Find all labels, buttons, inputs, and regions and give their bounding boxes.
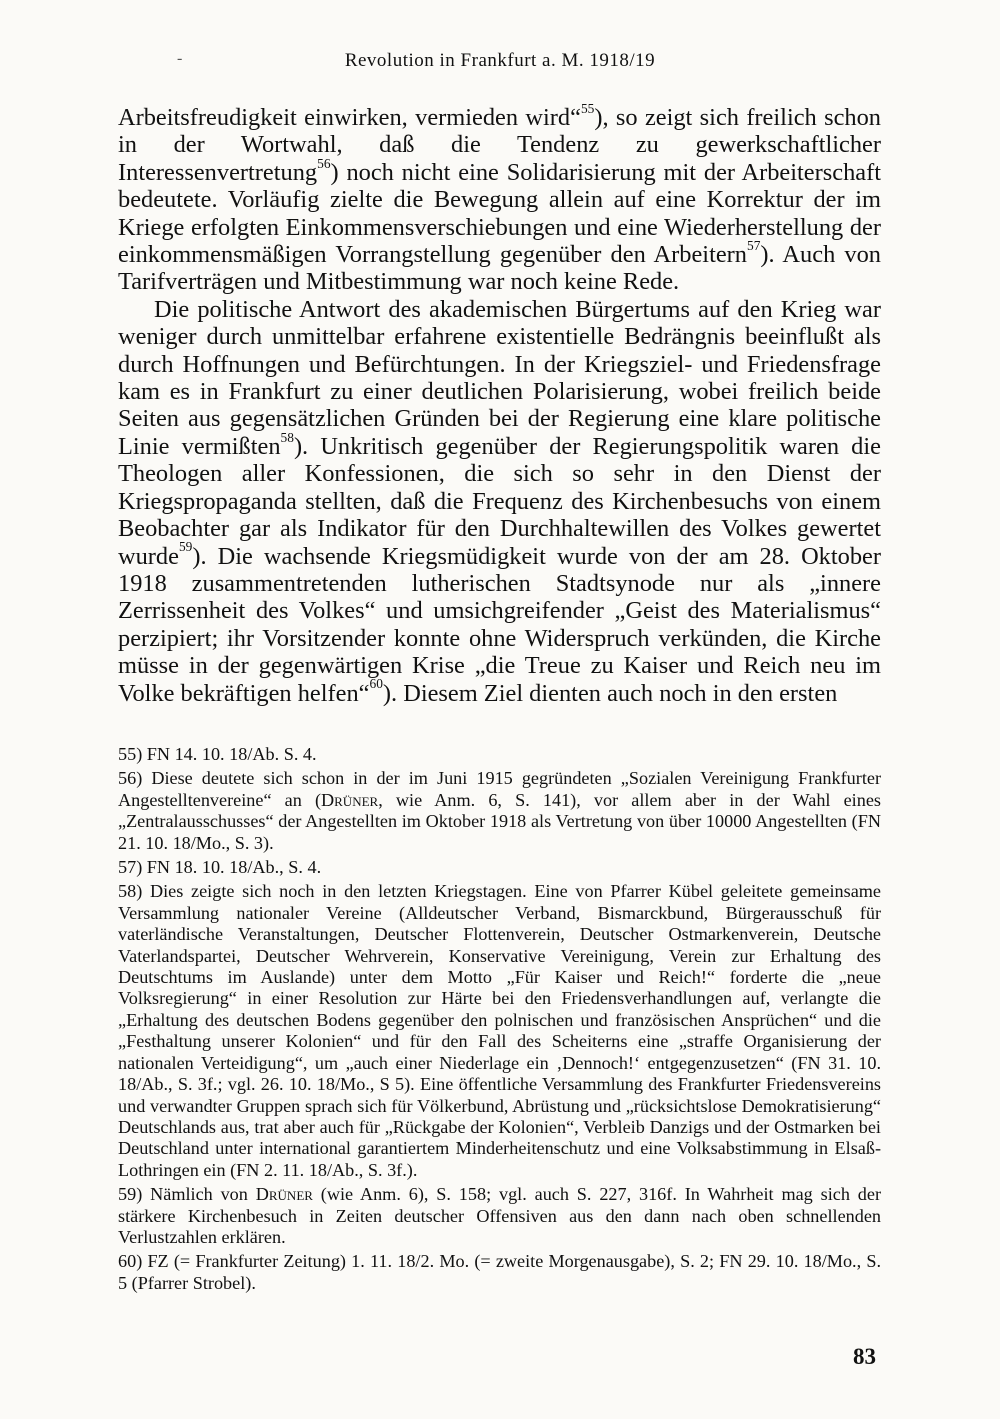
- text-run: ). Die wachsende Kriegsmüdigkeit wurde von der am 28. Oktober 1918 zusammentretenden lutherischen Stadtsynode nur als „innere Zerrissenheit des Volkes“ und umsichgreifender „Geist des Materialismus“ perzipiert; ihr Vorsitzender konnte ohne Widerspruch verkünden, die Kirche müsse in der gegenwärtigen Krise „die Treue zu Kaiser und Reich neu im Volke bekräftigen helfen“: [118, 542, 881, 707]
- footnote-ref-56: 56: [317, 155, 331, 171]
- main-text: [118, 100, 881, 707]
- footnote-text: (wie Anm. 6), S. 158; vgl. auch S. 227, 316f. In Wahrheit mag sich der stärkere Kirchenbesuch in Zeiten deutscher Offensiven aus den dann nach oben schnellenden Verlustzahlen erklären.: [118, 1184, 882, 1247]
- footnote-text: Diese deutete sich schon in der im Juni 1915 gegründeten „Sozialen Vereinigung Frankfurter Angestelltenvereine“ an (: [118, 768, 882, 810]
- footnote-text: FZ (= Frankfurter Zeitung) 1. 11. 18/2. Mo. (= zweite Morgenausgabe), S. 2; FN 29. 10. 18/Mo., S. 5 (Pfarrer Strobel).: [118, 1251, 881, 1293]
- text-run: Arbeitsfreudigkeit einwirken, vermieden wird“: [118, 104, 581, 131]
- text-run: ). Diesem Ziel dienten auch noch in den ersten: [382, 679, 838, 707]
- running-header: [0, 50, 1000, 72]
- footnote-ref-60: 60: [369, 676, 383, 692]
- footnote-text: Nämlich von: [150, 1184, 256, 1205]
- paragraph-2: [118, 296, 881, 707]
- footnote-text: FN 18. 10. 18/Ab., S. 4.: [146, 857, 322, 878]
- footnote-number: 60): [118, 1251, 143, 1272]
- author-name: Drüner: [321, 789, 379, 810]
- footnote-55: [118, 744, 881, 765]
- footnote-number: 59): [118, 1184, 143, 1205]
- footnote-57: [118, 857, 881, 878]
- text-run: ), so zeigt sich freilich schon in der Wortwahl, daß die Tendenz zu gewerkschaftlicher Interessenvertretung: [118, 104, 881, 186]
- footnote-60: [118, 1251, 881, 1294]
- text-run: Die politische Antwort des akademischen Bürgertums auf den Krieg war weniger durch unmittelbar erfahrene existentielle Bedrängnis beeinflußt als durch Hoffnungen und Befürchtungen. In der Kriegsziel- und Friedensfrage kam es in Frankfurt zu einer deutlichen Polarisierung, wobei freilich beide Seiten aus gegensätzlichen Gründen bei der Regierung eine klare politische Linie vermißten: [118, 295, 881, 460]
- footnote-ref-55: 55: [580, 100, 595, 116]
- footnote-text: Dies zeigte sich noch in den letzten Kriegstagen. Eine von Pfarrer Kübel geleitete gemeinsame Versammlung nationaler Vereine (Alldeutscher Verband, Bismarckbund, Bürgerausschuß für vaterländische Veranstaltungen, Deutscher Flottenverein, Deutscher Ostmarkenverein, Deutsche Vaterlandspartei, Deutscher Wehrverein, Konservative Vereinigung, Verein zur Erhaltung des Deutschtums im Auslande) unter dem Motto „Für Kaiser und Reich!“ forderte die „neue Volksregierung“ in einer Resolution zur Härte bei den Friedensverhandlungen auf, verlangte die „Erhaltung des deutschen Bodens gegenüber den polnischen und französischen Ansprüchen“ und die „Festhaltung unserer Kolonien“ und für den Fall des Scheiterns eine „straffe Organisierung der nationalen Verteidigung“, um „auch einer Niederlage ein ‚Dennoch!‘ entgegenzusetzen“ (FN 31. 10. 18/Ab., S. 3f.; vgl. 26. 10. 18/Mo., S 5). Eine öffentliche Versammlung des Frankfurter Friedensvereins und verwandter Gruppen sprach sich für Völkerbund, Abrüstung und „rücksichtslose Demokratisierung“ Deutschlands aus, trat aber auch für „Rückgabe der Kolonien“, Verbleib Danzigs und der Ostmarken bei Deutschland unter international garantiertem Minderheitenschutz und eine Volksabstimmung in Elsaß-Lothringen ein (FN 2. 11. 18/Ab., S. 3f.).: [118, 881, 882, 1180]
- footnote-58: [118, 881, 881, 1181]
- footnote-56: [118, 768, 881, 854]
- footnotes: [118, 744, 881, 1297]
- page-number: 83: [853, 1344, 876, 1369]
- footnote-ref-59: 59: [178, 539, 193, 555]
- running-title: Revolution in Frankfurt a. M. 1918/19: [344, 50, 656, 71]
- footnote-ref-57: 57: [747, 237, 761, 253]
- footnote-number: 58): [118, 881, 143, 902]
- text-run: ). Unkritisch gegenüber der Regierungspolitik waren die Theologen aller Konfessionen, die sich so sehr in den Dienst der Kriegspropaganda stellten, daß die Frequenz des Kirchenbesuchs von einem Beobachter gar als Indikator für den Durchhaltewillen des Volkes gewertet wurde: [118, 432, 881, 570]
- author-name: Drüner: [255, 1184, 313, 1205]
- paragraph-1: [118, 100, 881, 296]
- footnote-number: 57): [118, 857, 143, 878]
- text-run: ) noch nicht eine Solidarisierung mit der Arbeiterschaft bedeutete. Vorläufig zielte die Bewegung allein auf eine Korrektur der im Kriege erfolgten Einkommensverschiebungen und eine Wiederherstellung der einkommensmäßigen Vorrangstellung gegenüber den Arbeitern: [118, 158, 881, 269]
- footnote-ref-58: 58: [280, 429, 294, 445]
- footnote-text: , wie Anm. 6, S. 141), vor allem aber in der Wahl eines „Zentralausschusses“ der Angestellten im Oktober 1918 als Vertretung von über 10000 Angestellten (FN 21. 10. 18/Mo., S. 3).: [118, 789, 881, 853]
- header-dash: -: [177, 50, 183, 67]
- footnote-text: FN 14. 10. 18/Ab. S. 4.: [146, 744, 317, 764]
- footnote-number: 56): [118, 768, 143, 789]
- footnote-59: [118, 1184, 881, 1248]
- footnote-number: 55): [118, 744, 143, 764]
- text-run: ). Auch von Tarifverträgen und Mitbestimmung war noch keine Rede.: [118, 241, 881, 296]
